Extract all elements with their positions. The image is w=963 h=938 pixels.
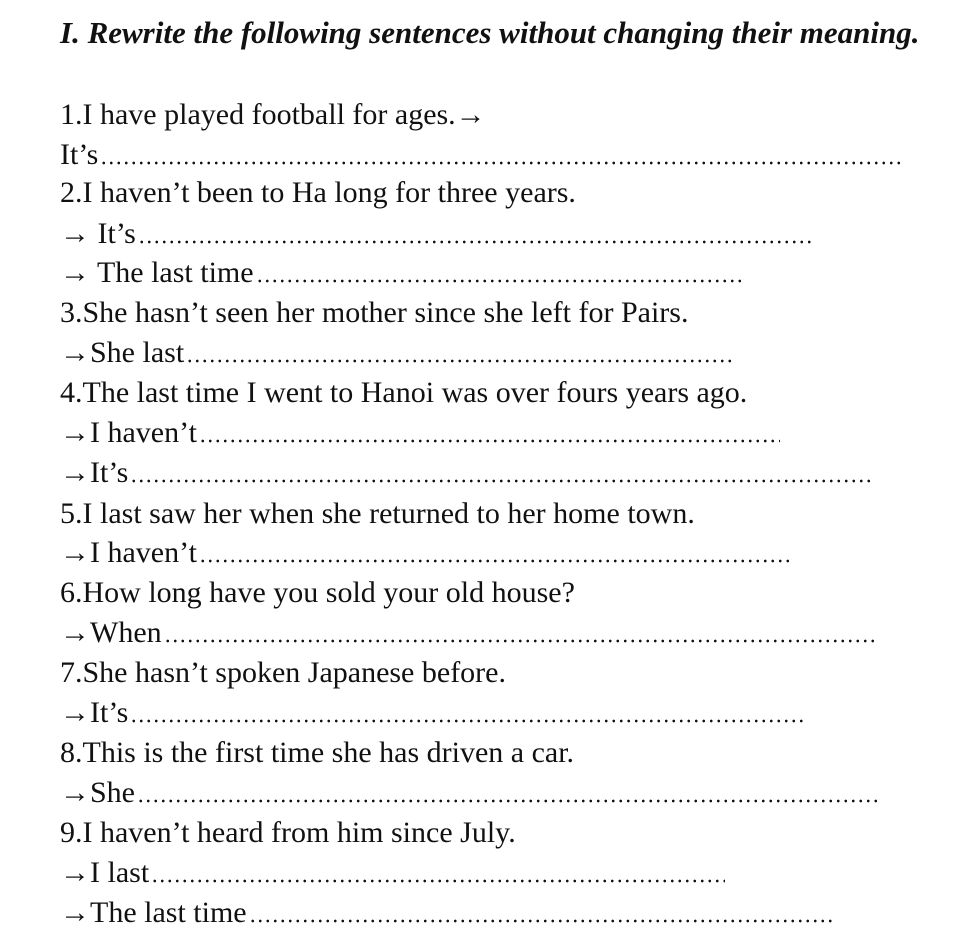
dotted-answer-blank[interactable] bbox=[130, 479, 875, 483]
answer-line[interactable] bbox=[60, 533, 790, 573]
answer-prompt: →The last time bbox=[60, 896, 247, 929]
sentence-9: 9.I haven’t heard from him since July. bbox=[60, 816, 516, 849]
sentence-2: 2.I haven’t been to Ha long for three years. bbox=[60, 176, 576, 209]
answer-prompt: →It’s bbox=[60, 696, 129, 729]
dotted-answer-blank[interactable] bbox=[130, 719, 805, 723]
dotted-answer-blank[interactable] bbox=[137, 799, 880, 803]
answer-prompt: →When bbox=[60, 616, 162, 649]
answer-line[interactable] bbox=[60, 333, 735, 373]
dotted-answer-blank[interactable] bbox=[199, 559, 790, 563]
dotted-answer-blank[interactable] bbox=[186, 359, 735, 363]
answer-line[interactable] bbox=[60, 214, 815, 254]
answer-line[interactable] bbox=[60, 773, 880, 813]
dotted-answer-blank[interactable] bbox=[199, 439, 780, 443]
answer-line[interactable] bbox=[60, 413, 780, 453]
sentence-4: 4.The last time I went to Hanoi was over fours years ago. bbox=[60, 376, 748, 409]
answer-line[interactable] bbox=[60, 893, 835, 933]
answer-prompt: →She bbox=[60, 776, 135, 809]
answer-prompt: →I haven’t bbox=[60, 416, 197, 449]
sentence-7: 7.She hasn’t spoken Japanese before. bbox=[60, 656, 506, 689]
dotted-answer-blank[interactable] bbox=[249, 919, 835, 923]
answer-prompt: → It’s bbox=[60, 217, 136, 250]
dotted-answer-blank[interactable] bbox=[151, 879, 725, 883]
answer-prompt: It’s bbox=[60, 138, 99, 171]
sentence-5: 5.I last saw her when she returned to her home town. bbox=[60, 497, 695, 530]
answer-prompt: →I last bbox=[60, 856, 150, 889]
answer-line[interactable] bbox=[60, 453, 875, 493]
answer-line[interactable] bbox=[60, 693, 805, 733]
answer-line[interactable] bbox=[60, 853, 725, 893]
dotted-answer-blank[interactable] bbox=[100, 161, 905, 165]
dotted-answer-blank[interactable] bbox=[256, 279, 745, 283]
sentence-6: 6.How long have you sold your old house? bbox=[60, 576, 575, 609]
answer-prompt: →She last bbox=[60, 336, 185, 369]
sentence-3: 3.She hasn’t seen her mother since she left for Pairs. bbox=[60, 296, 689, 329]
answer-prompt: →It’s bbox=[60, 456, 129, 489]
answer-line[interactable] bbox=[60, 613, 875, 653]
dotted-answer-blank[interactable] bbox=[138, 240, 815, 244]
answer-prompt: →I haven’t bbox=[60, 536, 197, 569]
sentence-8: 8.This is the first time she has driven a car. bbox=[60, 736, 575, 769]
dotted-answer-blank[interactable] bbox=[164, 639, 875, 643]
answer-prompt: → The last time bbox=[60, 256, 254, 289]
sentence-1: 1.I have played football for ages.→ bbox=[60, 98, 486, 131]
answer-line[interactable] bbox=[60, 253, 745, 293]
exercise-title: I. Rewrite the following sentences without changing their meaning. bbox=[60, 15, 920, 50]
answer-line[interactable] bbox=[60, 135, 905, 175]
